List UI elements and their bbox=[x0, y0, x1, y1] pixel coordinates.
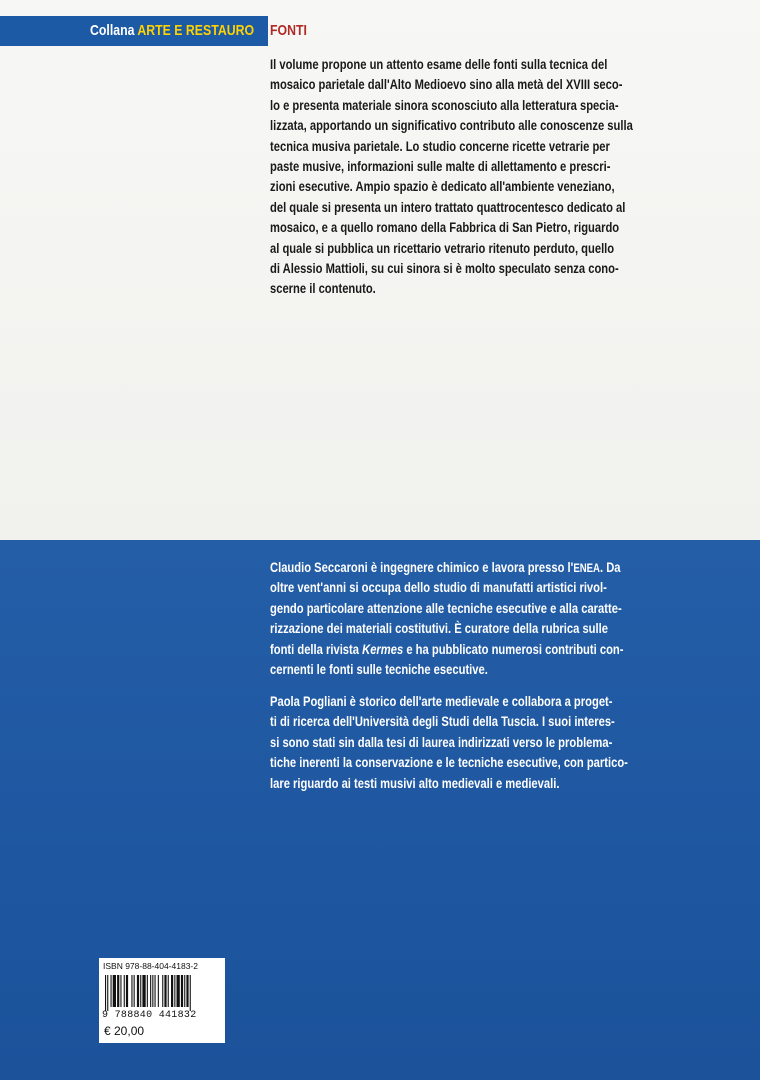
barcode-bar bbox=[171, 975, 173, 1007]
bio-line: lare riguardo ai testi musivi alto medievali e medievali. bbox=[270, 774, 560, 791]
bio-text: Claudio Seccaroni è ingegnere chimico e lavora presso l' bbox=[270, 559, 574, 575]
barcode-bar bbox=[117, 975, 119, 1007]
barcode-bar bbox=[137, 975, 139, 1007]
barcode-bar bbox=[147, 975, 148, 1007]
summary-line: del quale si presenta un intero trattato quattrocentesco dedicato al bbox=[270, 198, 626, 215]
author-bio-pogliani bbox=[270, 691, 689, 793]
barcode-bar bbox=[158, 975, 159, 1007]
bio-line: rizzazione dei materiali costitutivi. È curatore della rubrica sulle bbox=[270, 620, 608, 637]
barcode-bar bbox=[105, 975, 106, 1011]
barcode-bar bbox=[174, 975, 175, 1007]
summary-line: lo e presenta materiale sinora sconosciuto alla letteratura specia- bbox=[270, 96, 619, 113]
barcode-bar bbox=[190, 975, 191, 1011]
book-summary bbox=[270, 54, 689, 299]
bio-line: Paola Pogliani è storico dell'arte medievale e collabora a proget- bbox=[270, 693, 613, 709]
barcode-bar bbox=[120, 975, 121, 1007]
summary-line: Il volume propone un attento esame delle fonti sulla tecnica del bbox=[270, 56, 608, 72]
ean-number: 9 788840 441832 bbox=[102, 1010, 197, 1021]
series-subseries: FONTI bbox=[270, 22, 307, 39]
bio-line: ti di ricerca dell'Università degli Studi della Tuscia. I suoi interes- bbox=[270, 713, 615, 730]
barcode-bar bbox=[186, 975, 188, 1007]
barcode-bar bbox=[111, 975, 112, 1007]
barcode-bar bbox=[107, 975, 108, 1011]
barcode-bar bbox=[164, 975, 166, 1007]
bio-line: tiche inerenti la conservazione e le tecniche esecutive, con partico- bbox=[270, 754, 628, 771]
summary-line: paste musive, informazioni sulle malte di allettamento e prescri- bbox=[270, 157, 611, 174]
barcode-bar bbox=[113, 975, 116, 1007]
barcode-bar bbox=[162, 975, 163, 1007]
barcode-bar bbox=[124, 975, 125, 1007]
barcode-bar bbox=[155, 975, 156, 1007]
bio-line: oltre vent'anni si occupa dello studio di manufatti artistici rivol- bbox=[270, 579, 607, 596]
summary-line: tecnica musiva parietale. Lo studio concerne ricette vetrarie per bbox=[270, 137, 610, 154]
barcode-bar bbox=[142, 975, 145, 1007]
bio-line: gendo particolare attenzione alle tecniche esecutive e alla caratte- bbox=[270, 599, 622, 616]
isbn-number: ISBN 978-88-404-4183-2 bbox=[103, 961, 198, 971]
summary-line: zioni esecutive. Ampio spazio è dedicato all'ambiente veneziano, bbox=[270, 178, 615, 195]
price: € 20,00 bbox=[104, 1024, 145, 1038]
journal-title: Kermes bbox=[362, 640, 404, 657]
summary-line: al quale si pubblica un ricettario vetrario ritenuto perduto, quello bbox=[270, 239, 615, 256]
summary-line: di Alessio Mattioli, su cui sinora si è molto speculato senza cono- bbox=[270, 259, 619, 276]
summary-line: scerne il contenuto. bbox=[270, 280, 376, 297]
enea-acronym: ENEA bbox=[573, 561, 600, 575]
bio-text: e ha pubblicato numerosi contributi con- bbox=[403, 640, 624, 657]
summary-line: lizzata, apportando un significativo contributo alle conoscenze sulla bbox=[270, 117, 633, 134]
bio-line bbox=[270, 639, 624, 659]
barcode-bar bbox=[168, 975, 169, 1007]
barcode-bar bbox=[131, 975, 132, 1007]
bio-text: . Da bbox=[599, 559, 621, 575]
barcode-bar bbox=[181, 975, 183, 1007]
barcode-bar bbox=[134, 975, 135, 1007]
summary-line: mosaico, e a quello romano della Fabbrica di San Pietro, riguardo bbox=[270, 219, 620, 236]
barcode-bar bbox=[126, 975, 128, 1007]
bio-text: fonti della rivista bbox=[270, 640, 363, 657]
summary-line: mosaico parietale dall'Alto Medioevo sino alla metà del XVIII seco- bbox=[270, 76, 623, 93]
barcode-bar bbox=[150, 975, 151, 1007]
barcode-bar bbox=[140, 975, 141, 1007]
barcode-bar bbox=[184, 975, 185, 1007]
bio-line: cernenti le fonti sulle tecniche esecutive. bbox=[270, 660, 488, 677]
barcode-bar bbox=[152, 975, 153, 1007]
barcode-icon bbox=[105, 975, 219, 1011]
author-bio-seccaroni bbox=[270, 557, 689, 679]
series-name: ARTE E RESTAURO bbox=[137, 22, 255, 39]
bio-line: si sono stati sin dalla tesi di laurea indirizzati verso le problema- bbox=[270, 733, 613, 750]
barcode-label bbox=[99, 958, 225, 1043]
bio-line bbox=[270, 557, 621, 577]
barcode-bar bbox=[177, 975, 180, 1007]
series-prefix: Collana bbox=[90, 22, 135, 39]
series-label bbox=[90, 19, 254, 43]
